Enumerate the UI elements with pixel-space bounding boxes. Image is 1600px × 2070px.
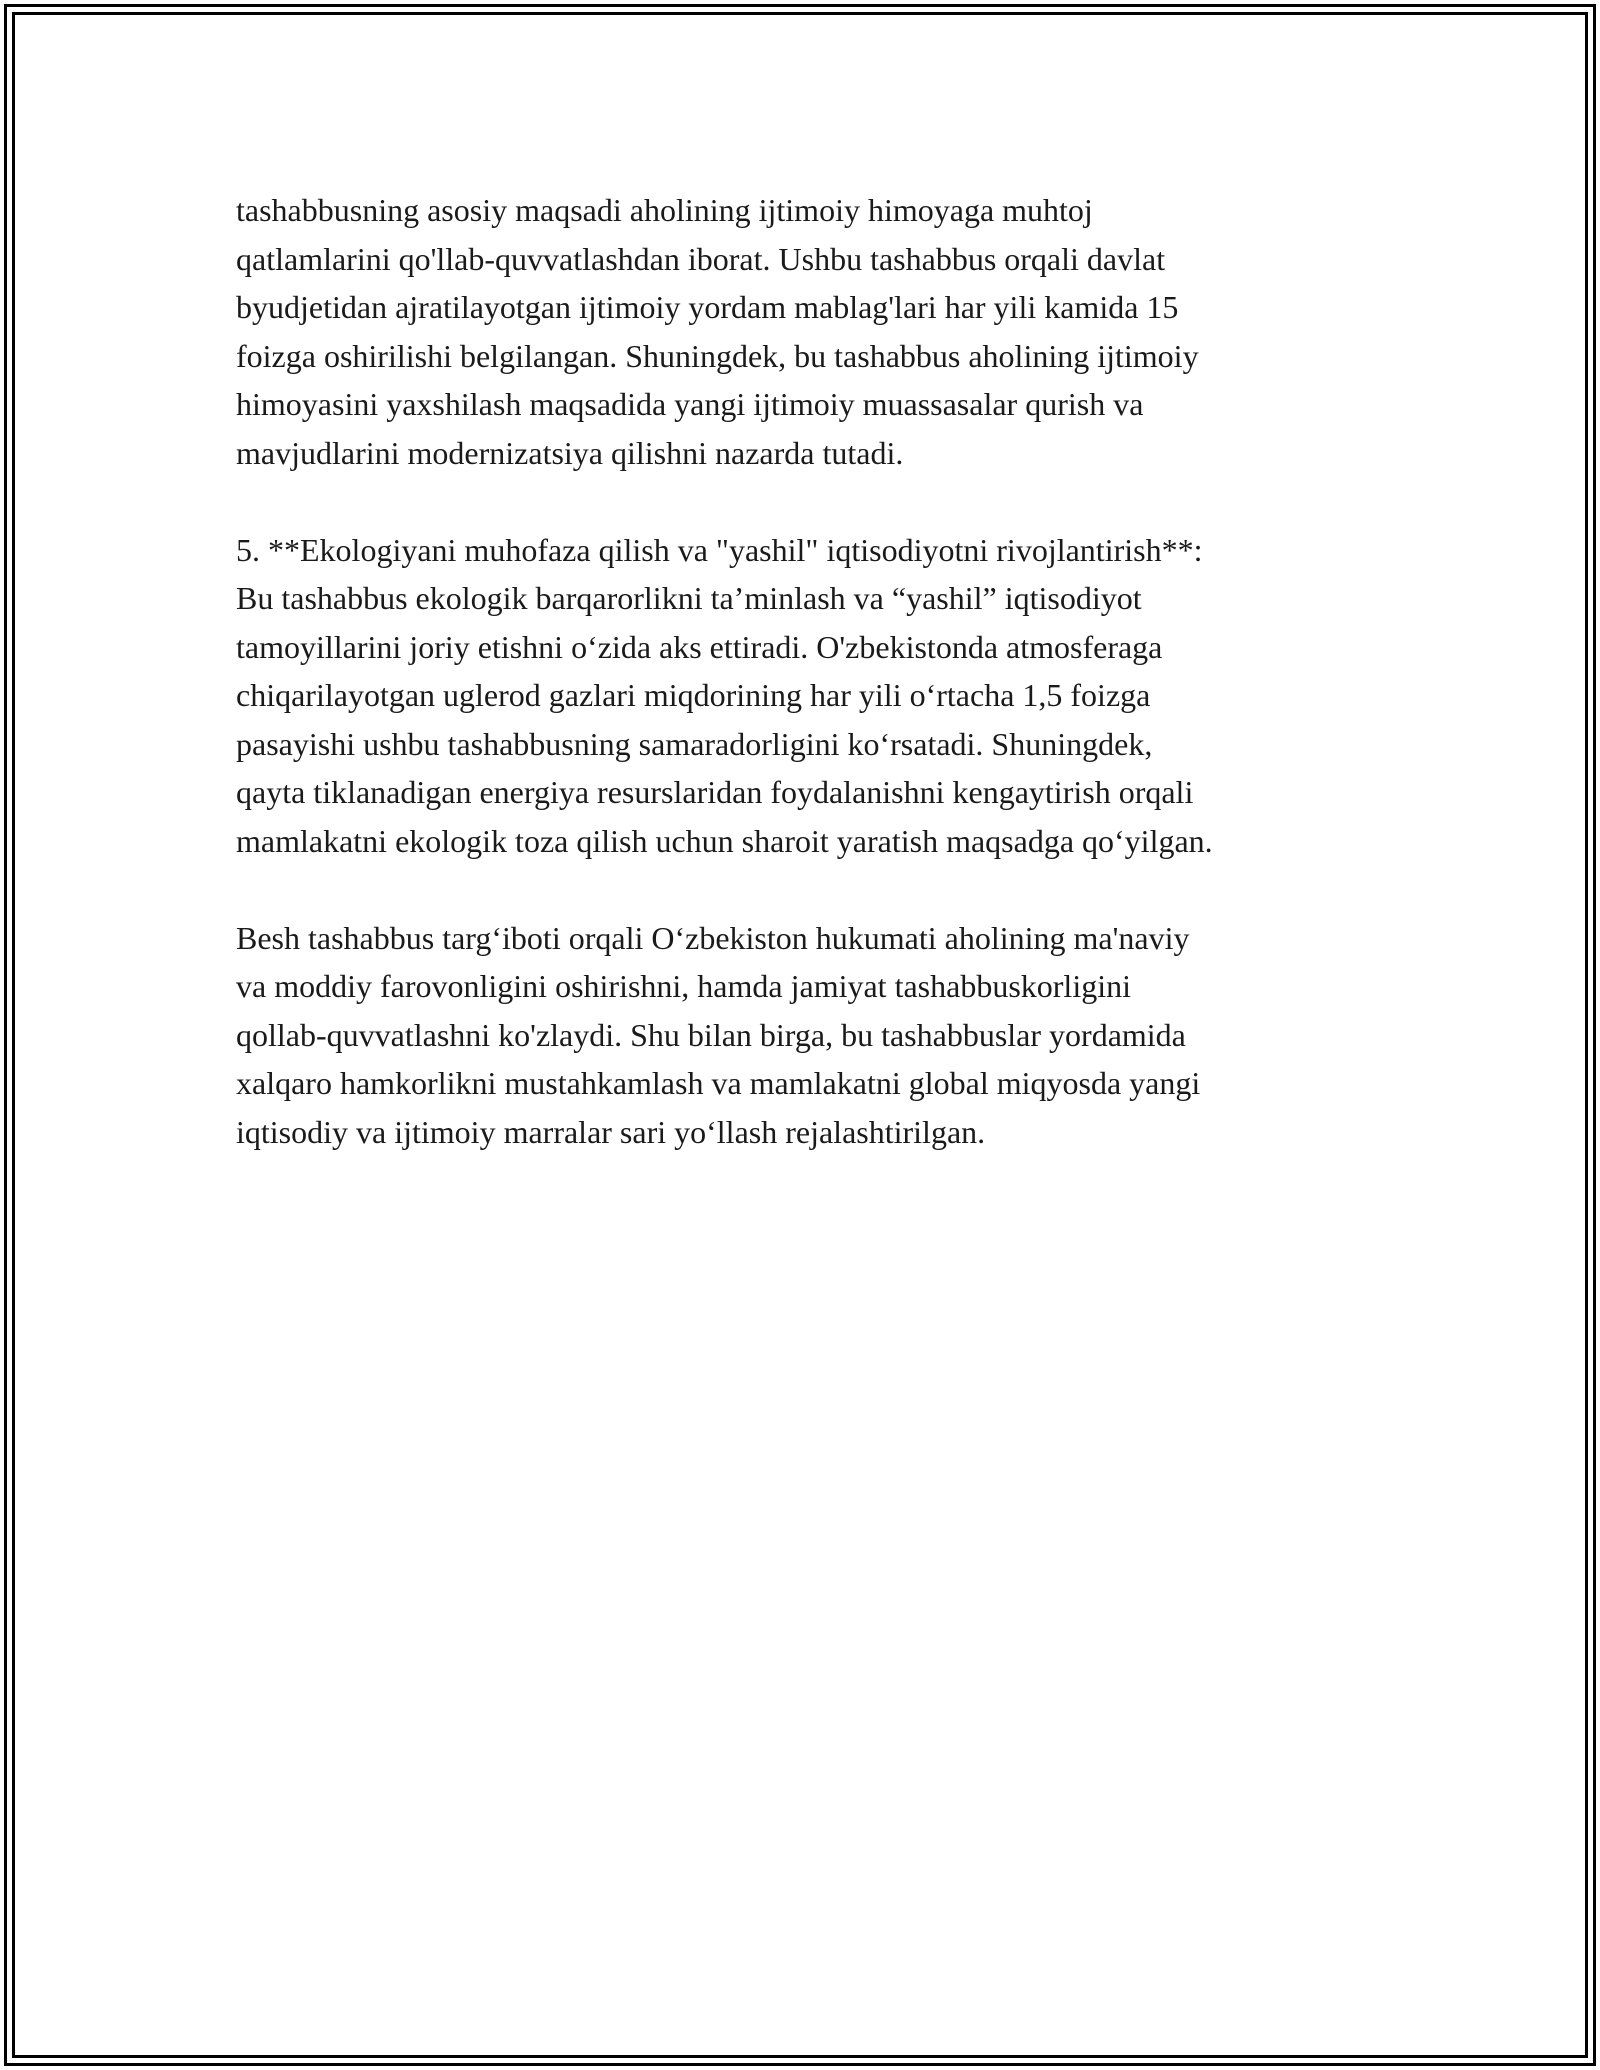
paragraph-conclusion: Besh tashabbus targ‘iboti orqali O‘zbekiston hukumati aholining ma'naviy va moddiy farovonligini oshirishni, hamda jamiyat tashabbuskorligini qollab-quvvatlashni ko'zlaydi. Shu bilan birga, bu tashabbuslar yordamida xalqaro hamkorlikni mustahkamlash va mamlakatni global miqyosda yangi iqtisodiy va ijtimoiy marralar sari yo‘llash rejalashtirilgan.	[236, 919, 1201, 1150]
paragraph-ecology-initiative: 5. **Ekologiyani muhofaza qilish va "yashil" iqtisodiyotni rivojlantirish**: Bu tashabbus ekologik barqarorlikni ta’minlash va “yashil” iqtisodiyot tamoyillarini joriy etishni o‘zida aks ettiradi. O'zbekistonda atmosferaga chiqarilayotgan uglerod gazlari miqdorining har yili o‘rtacha 1,5 foizga pasayishi ushbu tashabbusning samaradorligini ko‘rsatadi. Shuningdek, qayta tiklanadigan energiya resurslaridan foydalanishni kengaytirish orqali mamlakatni ekologik toza qilish uchun sharoit yaratish maqsadga qo‘yilgan.	[236, 531, 1213, 859]
document-body	[236, 186, 1436, 1205]
paragraph-social-protection: tashabbusning asosiy maqsadi aholining ijtimoiy himoyaga muhtoj qatlamlarini qo'llab-quvvatlashdan iborat. Ushbu tashabbus orqali davlat byudjetidan ajratilayotgan ijtimoiy yordam mablag'lari har yili kamida 15 foizga oshirilishi belgilangan. Shuningdek, bu tashabbus aholining ijtimoiy himoyasini yaxshilash maqsadida yangi ijtimoiy muassasalar qurish va mavjudlarini modernizatsiya qilishni nazarda tutadi.	[236, 192, 1199, 471]
